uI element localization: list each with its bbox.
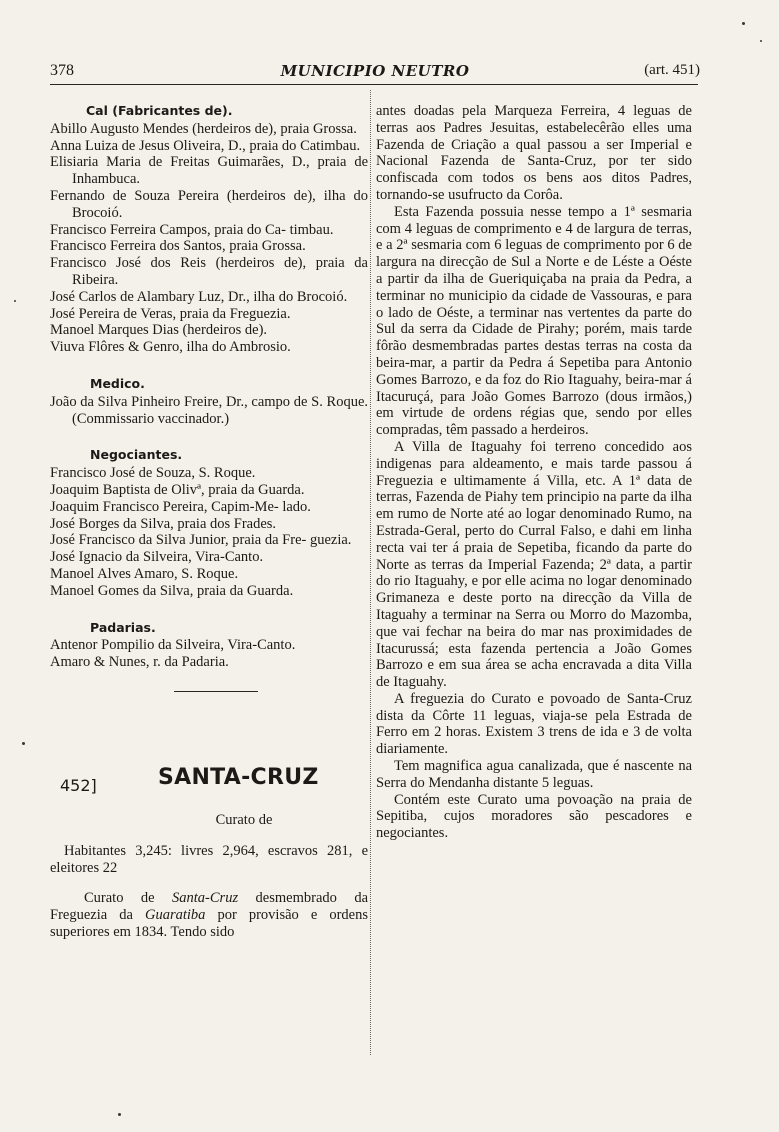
page-number: 378 [50, 62, 74, 79]
list-item: Francisco Ferreira dos Santos, praia Grossa. [50, 238, 306, 255]
list-item: Joaquim Francisco Pereira, Capim-Me- lado. [50, 498, 311, 515]
body-paragraph: Contém este Curato uma povoação na praia de Sepitiba, cujos moradores são pescadores e negociantes. [376, 791, 692, 842]
left-column [50, 103, 368, 941]
print-speck [742, 22, 745, 25]
section-heading-medico: Medico. [90, 375, 145, 391]
body-paragraph: A Villa de Itaguahy foi terreno concedido aos indigenas para aldeamento, e mais tarde passou á Freguezia e ultimamente á Villa, etc. A 1ª data de terras, Fazenda de Piahy tem principio na parte da ilha em rumo de Norte até ao logar denominado Rumo, na Estrada-Geral, perto do Curral Falso, e dahi em linha recta vai ter á praia de Sepetiba, ficando da parte do Norte as terras da Imperial Fazenda; 2ª data, a partir do rio Itaguahy, e por elle acima no logar denominado Grimaneza e deste porto na direcção da Villa de Itaguahy a terminar na Serra ou Morro do Mazomba, que vai fechar na beira do mar nas proximidades de Itacurussá; esta fazenda pertencia a João Gomes Barrozo e em sua área se acha encravada a dita Villa de Itaguahy. [376, 438, 692, 691]
body-paragraph: Esta Fazenda possuia nesse tempo a 1ª sesmaria com 4 leguas de comprimento e 4 de largura de terras, e a 2ª sesmaria com 6 leguas de comprimento por 6 de largura na direcção de Sul a Norte e de Léste a Oéste a partir da ilha de Gueriquiçaba na praia da Pedra, a terminar no municipio da cidade de Vassouras, e para o lado de Oéste, a terminar nas vertentes da parte do Sul da serra da Cidade de Pirahy; porém, mais tarde fôrão desmembradas partes destas terras na costa da beira-mar, a partir da Pedra á Sepetiba para Antonio Gomes Barrozo, e da foz do Rio Itaguahy, beira-mar á Itacuruçá, para João Gomes Barrozo (dous irmãos,) em virtude de ordens régias que, sendo por elles compradas, têm passado a herdeiros. [376, 203, 692, 439]
section-divider [174, 691, 258, 692]
list-item: Viuva Flôres & Genro, ilha do Ambrosio. [50, 339, 291, 356]
santa-cruz-heading [50, 764, 368, 810]
section-heading-negociantes: Negociantes. [90, 447, 183, 463]
print-speck [22, 742, 25, 745]
population-line: Habitantes 3,245: livres 2,964, escravos 281, e eleitores 22 [50, 842, 368, 876]
body-paragraph: Tem magnifica agua canalizada, que é nascente na Serra do Mendanha distante 5 leguas. [376, 758, 692, 791]
list-item: José Ignacio da Silveira, Vira-Canto. [50, 549, 264, 566]
list-item: Amaro & Nunes, r. da Padaria. [50, 654, 229, 671]
list-item: José Francisco da Silva Junior, praia da Fre- guezia. [50, 532, 352, 549]
section-heading-cal: Cal (Fabricantes de). [86, 103, 233, 118]
cal-list [50, 121, 368, 356]
list-item: Manoel Marques Dias (herdeiros de). [50, 322, 268, 339]
list-item: Francisco Ferreira Campos, praia do Ca- timbau. [50, 221, 334, 238]
body-paragraph: A freguezia do Curato e povoado de Santa-Cruz dista da Côrte 11 leguas, viaja-se pela Estrada de Ferro em 2 horas. Existem 3 trens de ida e 3 de volta diariamente. [376, 690, 692, 758]
list-item: Manoel Alves Amaro, S. Roque. [50, 565, 239, 582]
list-item: José Borges da Silva, praia dos Frades. [50, 515, 277, 532]
section-subtitle: Curato de [215, 811, 273, 828]
right-column [376, 103, 692, 842]
list-item: Antenor Pompilio da Silveira, Vira-Canto. [50, 637, 296, 654]
list-item: José Carlos de Alambary Luz, Dr., ilha do Brocoió. [50, 288, 348, 305]
list-item: Fernando de Souza Pereira (herdeiros de), ilha do Brocoió. [50, 187, 368, 221]
header-rule [50, 84, 698, 85]
section-reference: (art. 451) [644, 62, 700, 78]
print-speck [118, 1113, 121, 1116]
print-speck [14, 300, 16, 302]
article-number: 452] [60, 775, 97, 795]
running-title: MUNICIPIO NEUTRO [280, 62, 470, 80]
print-speck [760, 40, 762, 42]
section-heading-padarias: Padarias. [90, 619, 156, 635]
page-header [50, 62, 700, 84]
column-divider [370, 90, 371, 1055]
list-item: Elisiaria Maria de Freitas Guimarães, D., praia de Inhambuca. [50, 154, 369, 188]
list-item: João da Silva Pinheiro Freire, Dr., campo de S. Roque. (Commissario vaccinador.) [50, 393, 369, 427]
body-paragraph: Curato de Santa-Cruz desmembrado da Freguezia da Guaratiba por provisão e ordens superiores em 1834. Tendo sido [50, 890, 369, 940]
list-item: Manoel Gomes da Silva, praia da Guarda. [50, 582, 294, 599]
body-paragraph: antes doadas pela Marqueza Ferreira, 4 leguas de terras aos Padres Jesuitas, estabelecêrão elles uma Fazenda de Criação a qual passou a ser Imperial e Nacional Fazenda de Santa-Cruz, por ter sido confiscada com todos os bens aos ditos Padres, tornando-se usufructo da Corôa. [376, 103, 692, 203]
list-item: Anna Luiza de Jesus Oliveira, D., praia do Catimbau. [50, 137, 361, 154]
list-item: Francisco José de Souza, S. Roque. [50, 465, 256, 482]
negociantes-list [50, 465, 368, 599]
list-item: Francisco José dos Reis (herdeiros de), praia da Ribeira. [50, 255, 368, 288]
list-item: José Pereira de Veras, praia da Freguezia. [50, 305, 291, 322]
list-item: Joaquim Baptista de Olivª, praia da Guarda. [50, 481, 305, 498]
section-title: SANTA-CRUZ [158, 764, 319, 790]
list-item: Abillo Augusto Mendes (herdeiros de), praia Grossa. [50, 120, 357, 137]
